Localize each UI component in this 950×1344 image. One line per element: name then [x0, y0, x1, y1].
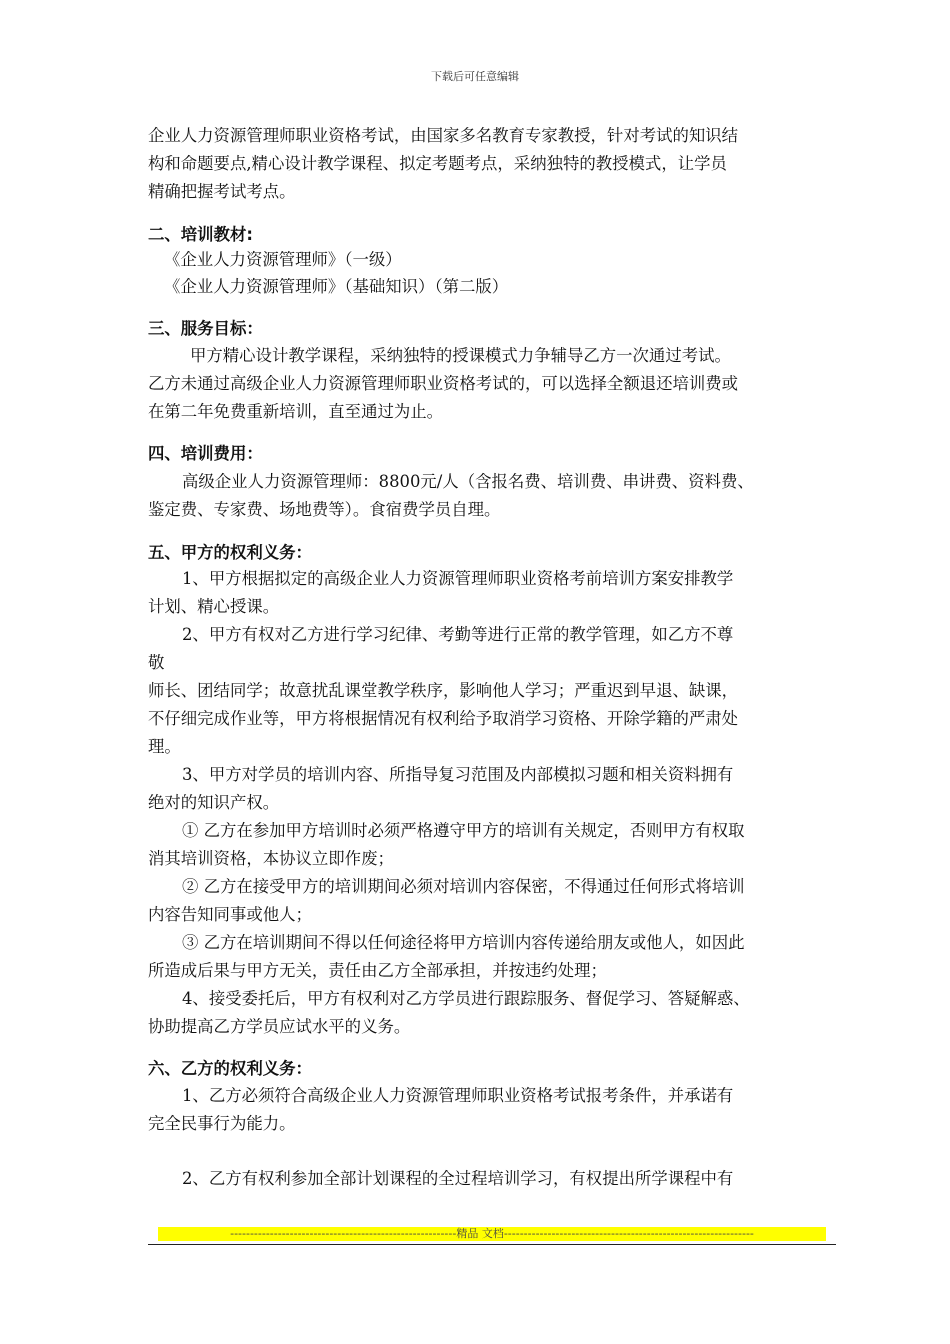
body-line: 企业人力资源管理师职业资格考试，由国家多名教育专家教授，针对考试的知识结 — [148, 126, 739, 145]
body-line: 高级企业人力资源管理师：8800元/人（含报名费、培训费、串讲费、资料费、 — [182, 472, 754, 491]
body-line: 内容告知同事或他人； — [148, 905, 312, 924]
body-line: ② 乙方在接受甲方的培训期间必须对培训内容保密，不得通过任何形式将培训 — [182, 877, 745, 896]
body-line: 绝对的知识产权。 — [148, 793, 280, 812]
body-line: 师长、团结同学；故意扰乱课堂教学秩序，影响他人学习；严重迟到早退、缺课， — [148, 681, 739, 700]
footer-banner: ---------------------------------------------------------精品 文档--------------------------------------------------------------- — [158, 1227, 826, 1241]
body-line: 鉴定费、专家费、场地费等）。食宿费学员自理。 — [148, 500, 501, 519]
body-line: 理。 — [148, 737, 181, 756]
body-line: 在第二年免费重新培训，直至通过为止。 — [148, 402, 444, 421]
body-line: 甲方精心设计教学课程，采纳独特的授课模式力争辅导乙方一次通过考试。 — [190, 346, 731, 365]
body-line: 《企业人力资源管理师》（基础知识）（第二版） — [164, 277, 509, 296]
section-heading: 二、培训教材: — [148, 225, 253, 244]
body-line: 2、乙方有权利参加全部计划课程的全过程培训学习，有权提出所学课程中有 — [182, 1169, 734, 1188]
body-line: 完全民事行为能力。 — [148, 1114, 296, 1133]
section-heading: 六、乙方的权利义务： — [148, 1059, 312, 1078]
body-line: 计划、精心授课。 — [148, 597, 280, 616]
body-line: 协助提高乙方学员应试水平的义务。 — [148, 1017, 411, 1036]
body-line: 《企业人力资源管理师》（一级） — [164, 250, 402, 269]
body-line: 1、甲方根据拟定的高级企业人力资源管理师职业资格考前培训方案安排教学 — [182, 569, 734, 588]
body-line: 3、甲方对学员的培训内容、所指导复习范围及内部模拟习题和相关资料拥有 — [182, 765, 734, 784]
page-header-note: 下载后可任意编辑 — [431, 70, 519, 83]
body-line: 精确把握考试考点。 — [148, 182, 296, 201]
body-line: 消其培训资格，本协议立即作废； — [148, 849, 394, 868]
body-line: 敬 — [148, 653, 165, 672]
body-line: ① 乙方在参加甲方培训时必须严格遵守甲方的培训有关规定，否则甲方有权取 — [182, 821, 745, 840]
body-line: 2、甲方有权对乙方进行学习纪律、考勤等进行正常的教学管理，如乙方不尊 — [182, 625, 734, 644]
section-heading: 五、甲方的权利义务： — [148, 543, 312, 562]
body-line: ③ 乙方在培训期间不得以任何途径将甲方培训内容传递给朋友或他人，如因此 — [182, 933, 745, 952]
body-line: 不仔细完成作业等，甲方将根据情况有权利给予取消学习资格、开除学籍的严肃处 — [148, 709, 739, 728]
body-line: 4、接受委托后，甲方有权利对乙方学员进行跟踪服务、督促学习、答疑解惑、 — [182, 989, 750, 1008]
section-heading: 四、培训费用： — [148, 444, 263, 463]
section-heading: 三、服务目标： — [148, 319, 263, 338]
body-line: 乙方未通过高级企业人力资源管理师职业资格考试的，可以选择全额退还培训费或 — [148, 374, 739, 393]
body-line: 构和命题要点,精心设计教学课程、拟定考题考点，采纳独特的教授模式，让学员 — [148, 154, 727, 173]
body-line: 所造成后果与甲方无关，责任由乙方全部承担，并按违约处理； — [148, 961, 607, 980]
body-line: 1、乙方必须符合高级企业人力资源管理师职业资格考试报考条件，并承诺有 — [182, 1086, 734, 1105]
footer-divider — [148, 1244, 836, 1245]
